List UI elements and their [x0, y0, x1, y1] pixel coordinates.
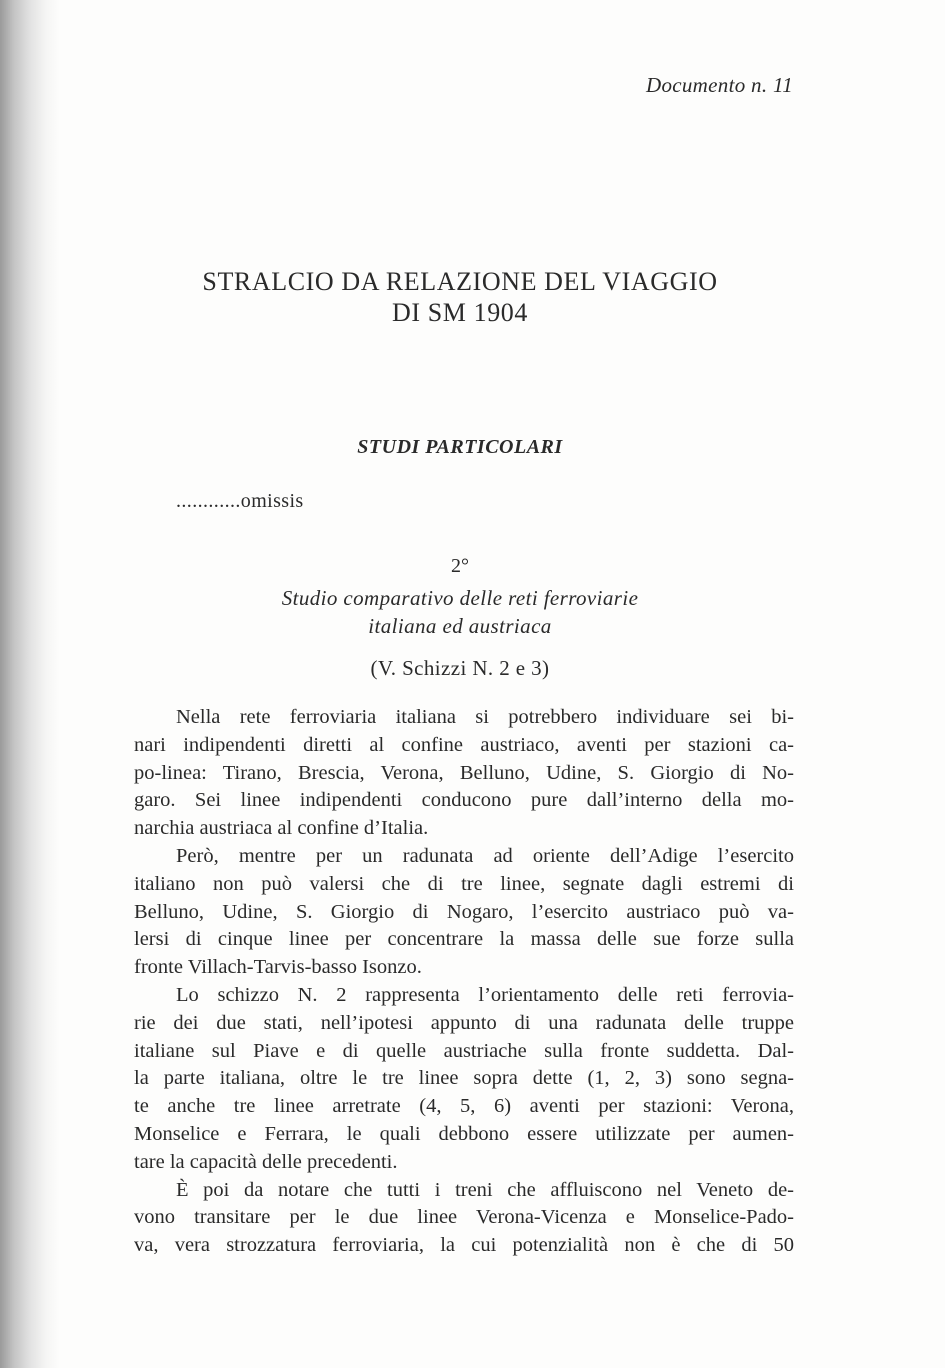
paragraph-line: Lo schizzo N. 2 rappresenta l’orientamento delle reti ferrovia-	[176, 983, 794, 1006]
body-text	[134, 704, 794, 1260]
paragraph-line: lersi di cinque linee per concentrare la massa delle sue forze sulla	[134, 928, 794, 951]
paragraph	[134, 704, 794, 843]
study-title-line-2: italiana ed austriaca	[368, 614, 552, 638]
paragraph-line: Però, mentre per un radunata ad oriente dell’Adige l’esercito	[176, 844, 794, 867]
paragraph-line: vono transitare per le due linee Verona-Vicenza e Monselice-Pado-	[134, 1206, 794, 1229]
paragraph-line: Monselice e Ferrara, le quali debbono essere utilizzate per aumen-	[134, 1122, 794, 1145]
paragraph-line: italiano non può valersi che di tre linee, segnate dagli estremi di	[134, 872, 794, 895]
paragraph-line: va, vera strozzatura ferroviaria, la cui potenzialità non è che di 50	[134, 1234, 794, 1257]
paragraph-line: fronte Villach-Tarvis-basso Isonzo.	[134, 956, 422, 979]
page-title-line-1: STRALCIO DA RELAZIONE DEL VIAGGIO	[202, 267, 718, 296]
paragraph-line: È poi da notare che tutti i treni che affluiscono nel Veneto de-	[176, 1178, 794, 1201]
sketch-reference: (V. Schizzi N. 2 e 3)	[370, 656, 550, 680]
paragraph	[134, 843, 794, 982]
page-title-line-2: DI SM 1904	[391, 298, 528, 327]
paragraph-line: la parte italiana, oltre le tre linee sopra dette (1, 2, 3) sono segna-	[134, 1067, 794, 1090]
paragraph	[134, 982, 794, 1177]
study-title	[100, 584, 820, 640]
binding-gutter-shadow	[0, 0, 60, 1368]
page-title	[100, 266, 820, 328]
document-label: Documento n. 11	[646, 73, 793, 97]
paragraph-line: narchia austriaca al confine d’Italia.	[134, 817, 429, 840]
paragraph	[134, 1177, 794, 1260]
paragraph-line: italiane sul Piave e di quelle austriache sulla fronte suddetta. Dal-	[134, 1039, 794, 1062]
paragraph-line: nari indipendenti diretti al confine austriaco, aventi per stazioni ca-	[134, 733, 794, 756]
paragraph-line: po-linea: Tirano, Brescia, Verona, Belluno, Udine, S. Giorgio di No-	[134, 761, 794, 784]
study-number: 2°	[451, 555, 469, 577]
paragraph-line: te anche tre linee arretrate (4, 5, 6) aventi per stazioni: Verona,	[134, 1095, 794, 1118]
paragraph-line: Nella rete ferroviaria italiana si potrebbero individuare sei bi-	[176, 706, 794, 728]
paragraph-line: garo. Sei linee indipendenti conducono pure dall’interno della mo-	[134, 789, 794, 812]
omissis-marker: ............omissis	[176, 490, 304, 512]
paragraph-line: Belluno, Udine, S. Giorgio di Nogaro, l’esercito austriaco può va-	[134, 900, 794, 923]
section-heading: STUDI PARTICOLARI	[357, 436, 563, 458]
study-title-line-1: Studio comparativo delle reti ferroviarie	[281, 586, 639, 610]
paragraph-line: rie dei due stati, nell’ipotesi appunto di una radunata delle truppe	[134, 1011, 794, 1034]
paragraph-line: tare la capacità delle precedenti.	[134, 1150, 398, 1173]
